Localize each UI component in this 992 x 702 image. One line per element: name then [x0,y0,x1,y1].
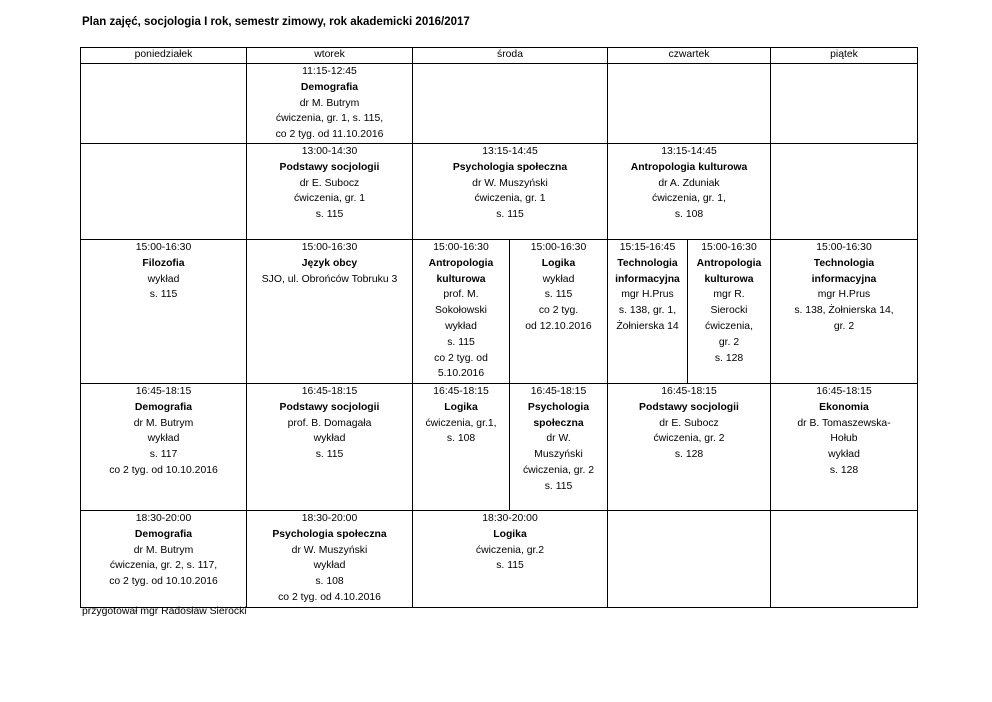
class-detail: gr. 2 [833,320,855,332]
class-time: 11:15-12:45 [302,66,357,77]
class-subject: Podstawy socjologii [639,401,739,413]
class-time: 15:00-16:30 [301,242,358,253]
class-time: 16:45-18:15 [301,386,358,397]
class-detail: ćwiczenia, gr.1, [425,417,497,429]
class-cell [771,240,918,384]
class-subject: Antropologia [428,257,494,269]
class-time: 15:15-16:45 [619,242,676,253]
class-subject: Podstawy socjologii [279,161,380,173]
class-cell [688,240,771,384]
class-detail: dr W. Muszyński [291,544,368,556]
class-detail: co 2 tyg. od [434,352,488,364]
class-detail: s. 115 [149,289,178,301]
class-detail: prof. B. Domagała [287,417,372,429]
schedule-row [81,240,918,384]
schedule-row [81,144,918,240]
class-time: 15:00-16:30 [701,242,757,253]
class-subject: Podstawy socjologii [279,401,380,413]
class-subject: Filozofia [142,257,185,269]
document-title: Plan zajęć, socjologia I rok, semestr zimowy, rok akademicki 2016/2017 [82,16,470,28]
class-cell [510,240,608,384]
class-subject: informacyjna [811,273,877,285]
class-detail: wykład [147,433,180,445]
class-time: 16:45-18:15 [433,386,489,397]
class-detail: ćwiczenia, gr. 1 [293,193,366,205]
class-detail: s. 115 [496,209,524,221]
class-detail: s. 108 [674,209,704,221]
class-detail: dr E. Subocz [299,177,360,189]
class-cell [81,511,247,608]
class-time: 15:00-16:30 [433,242,489,253]
class-cell [413,511,608,608]
class-detail: s. 108 [315,576,344,588]
class-cell [247,240,413,384]
class-subject: Technologia [813,257,875,269]
class-cell [247,64,413,144]
footer-note: przygotował mgr Radosław Sierocki [82,606,247,617]
schedule-row [81,384,918,511]
empty-cell [413,64,608,144]
day-header-sroda: środa [413,48,608,64]
class-cell [608,384,771,511]
class-subject: Psychologia społeczna [452,161,568,173]
class-time: 13:15-14:45 [661,146,717,157]
class-subject: Ekonomia [819,401,869,413]
class-cell [247,144,413,240]
class-subject: informacyjna [615,273,680,285]
class-time: 13:00-14:30 [301,146,358,157]
class-subject: Język obcy [301,257,358,269]
class-detail: ćwiczenia, gr. 1 [474,193,546,205]
class-detail: gr. 2 [718,336,740,348]
class-detail: dr A. Zduniak [658,177,720,189]
class-subject: Logika [493,528,527,540]
class-subject: Antropologia kulturowa [630,161,748,173]
class-detail: ćwiczenia, gr. 1, s. 115, [275,113,384,125]
class-time: 16:45-18:15 [530,386,587,397]
class-time: 13:15-14:45 [482,146,538,157]
class-subject: społeczna [533,417,584,429]
class-detail: ćwiczenia, [705,320,753,332]
class-detail: s. 115 [544,480,573,492]
class-subject: Demografia [300,81,359,93]
class-cell [247,511,413,608]
class-detail: Muszyński [534,449,583,461]
class-time: 15:00-16:30 [135,242,192,253]
class-detail: s. 115 [544,289,573,301]
class-detail: wykład [542,273,575,285]
class-detail: wykład [828,449,860,461]
class-detail: od 12.10.2016 [525,320,592,332]
class-detail: co 2 tyg. od 11.10.2016 [275,129,384,141]
day-header-wtorek: wtorek [247,48,413,64]
class-subject: kulturowa [436,273,486,285]
class-detail: s. 115 [447,336,475,348]
class-detail: dr B. Tomaszewska- [797,417,891,429]
class-detail: ćwiczenia, gr. 2, s. 117, [109,560,218,572]
class-time: 18:30-20:00 [135,513,192,524]
day-header-piatek: piątek [771,48,918,64]
class-detail: ćwiczenia, gr. 2 [522,464,595,476]
class-subject: kulturowa [704,273,754,285]
class-subject: Demografia [134,401,193,413]
schedule-row [81,64,918,144]
class-detail: s. 115 [315,449,344,461]
class-detail: dr W. Muszyński [472,177,548,189]
class-cell [81,240,247,384]
class-time: 18:30-20:00 [482,513,538,524]
class-cell [81,384,247,511]
empty-cell [81,64,247,144]
class-detail: Sokołowski [435,305,487,317]
class-detail: ćwiczenia, gr. 2 [653,433,725,445]
class-detail: SJO, ul. Obrońców Tobruku 3 [261,273,398,285]
class-detail: co 2 tyg. [538,305,579,317]
class-cell [413,144,608,240]
class-subject: Antropologia [696,257,762,269]
class-cell [608,144,771,240]
day-header-czwartek: czwartek [608,48,771,64]
empty-cell [608,511,771,608]
class-detail: s. 138, Żołnierska 14, [794,305,894,317]
schedule-table [80,47,918,608]
class-cell [510,384,608,511]
class-subject: Psychologia społeczna [272,528,387,540]
class-detail: ćwiczenia, gr. 1, [652,193,726,205]
class-detail: wykład [313,560,346,572]
class-subject: Logika [541,257,576,269]
class-detail: prof. M. [443,289,479,301]
class-cell [413,240,510,384]
empty-cell [771,144,918,240]
class-detail: dr W. [546,433,571,445]
day-header-poniedzialek: poniedziałek [81,48,247,64]
class-detail: mgr H.Prus [817,289,871,301]
class-detail: mgr R. [713,289,745,301]
class-detail: Żołnierska 14 [616,320,679,332]
class-detail: dr M. Butrym [133,417,194,429]
class-subject: Demografia [134,528,193,540]
schedule-row [81,511,918,608]
class-time: 15:00-16:30 [530,242,587,253]
empty-cell [608,64,771,144]
class-detail: co 2 tyg. od 4.10.2016 [278,591,381,603]
class-detail: s. 115 [315,209,344,221]
class-detail: co 2 tyg. od 10.10.2016 [109,576,218,588]
header-row [81,48,918,64]
class-detail: 5.10.2016 [437,368,485,380]
class-time: 15:00-16:30 [816,242,872,253]
class-detail: s. 108 [446,433,476,445]
class-time: 16:45-18:15 [135,386,192,397]
class-detail: s. 138, gr. 1, [618,305,677,317]
empty-cell [81,144,247,240]
class-detail: s. 117 [149,449,178,461]
class-detail: wykład [445,320,477,332]
class-cell [413,384,510,511]
class-detail: dr M. Butrym [133,544,194,556]
class-detail: wykład [147,273,180,285]
class-time: 16:45-18:15 [816,386,872,397]
class-detail: dr M. Butrym [299,97,360,109]
empty-cell [771,64,918,144]
class-detail: s. 115 [496,560,524,572]
class-subject: Logika [444,401,478,413]
class-cell [771,384,918,511]
empty-cell [771,511,918,608]
class-subject: Technologia [617,257,678,269]
class-detail: wykład [313,433,346,445]
class-detail: s. 128 [674,449,704,461]
class-time: 18:30-20:00 [301,513,358,524]
class-time: 16:45-18:15 [661,386,717,397]
class-detail: s. 128 [829,464,859,476]
class-detail: ćwiczenia, gr.2 [475,544,545,556]
class-cell [247,384,413,511]
class-detail: s. 128 [714,352,744,364]
class-detail: mgr H.Prus [621,289,674,301]
class-detail: co 2 tyg. od 10.10.2016 [109,464,218,476]
class-detail: Hołub [830,433,858,445]
class-cell [608,240,688,384]
class-detail: dr E. Subocz [659,417,719,429]
class-subject: Psychologia [527,401,590,413]
class-detail: Sierocki [710,305,748,317]
